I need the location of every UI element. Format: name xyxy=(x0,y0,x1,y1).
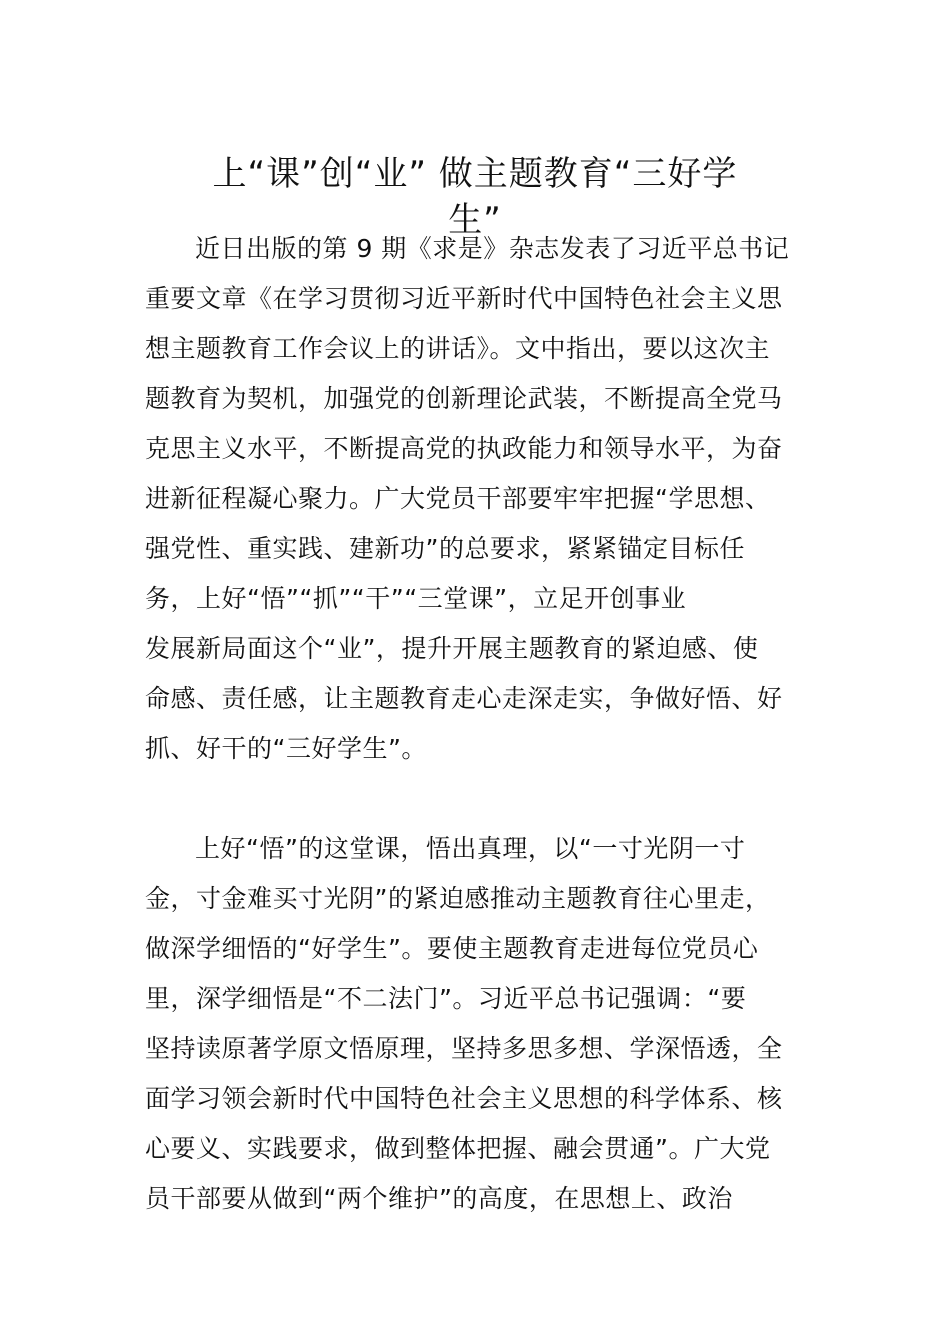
paragraph-line: 里，深学细悟是“不二法门”。习近平总书记强调：“要 xyxy=(145,984,747,1013)
paragraph-line: 员干部要从做到“两个维护”的高度，在思想上、政治 xyxy=(145,1184,733,1213)
paragraph-line: 想主题教育工作会议上的讲话》。文中指出，要以这次主 xyxy=(145,334,771,363)
paragraph-line: 题教育为契机，加强党的创新理论武装，不断提高全党马 xyxy=(145,384,783,413)
paragraph-line: 克思主义水平，不断提高党的执政能力和领导水平，为奋 xyxy=(145,434,783,463)
paragraph-line: 务，上好“悟”“抓”“干”“三堂课”，立足开创事业 xyxy=(145,584,687,613)
paragraph-line: 坚持读原著学原文悟原理，坚持多思多想、学深悟透，全 xyxy=(145,1034,783,1063)
paragraph-line: 心要义、实践要求，做到整体把握、融会贯通”。广大党 xyxy=(145,1134,771,1163)
paragraph-line: 命感、责任感，让主题教育走心走深走实，争做好悟、好 xyxy=(145,684,783,713)
paragraph-line: 金，寸金难买寸光阴”的紧迫感推动主题教育往心里走， xyxy=(145,884,771,913)
title-line: 上“课”创“业” 做主题教育“三好学 xyxy=(212,153,738,194)
paragraph-line: 近日出版的第 9 期《求是》杂志发表了习近平总书记 xyxy=(195,234,790,263)
paragraph-line: 重要文章《在学习贯彻习近平新时代中国特色社会主义思 xyxy=(145,284,783,313)
title-line: 生” xyxy=(448,199,502,240)
paragraph-1 xyxy=(145,224,805,774)
paragraph-line: 进新征程凝心聚力。广大党员干部要牢牢把握“学思想、 xyxy=(145,484,771,513)
paragraph-2 xyxy=(145,824,805,1224)
paragraph-line: 强党性、重实践、建新功”的总要求，紧紧锚定目标任 xyxy=(145,534,745,563)
paragraph-line: 发展新局面这个“业”，提升开展主题教育的紧迫感、使 xyxy=(145,634,759,663)
paragraph-line: 上好“悟”的这堂课，悟出真理，以“一寸光阴一寸 xyxy=(195,834,746,863)
paragraph-line: 面学习领会新时代中国特色社会主义思想的科学体系、核 xyxy=(145,1084,783,1113)
paragraph-line: 抓、好干的“三好学生”。 xyxy=(145,734,427,763)
paragraph-line: 做深学细悟的“好学生”。要使主题教育走进每位党员心 xyxy=(145,934,759,963)
